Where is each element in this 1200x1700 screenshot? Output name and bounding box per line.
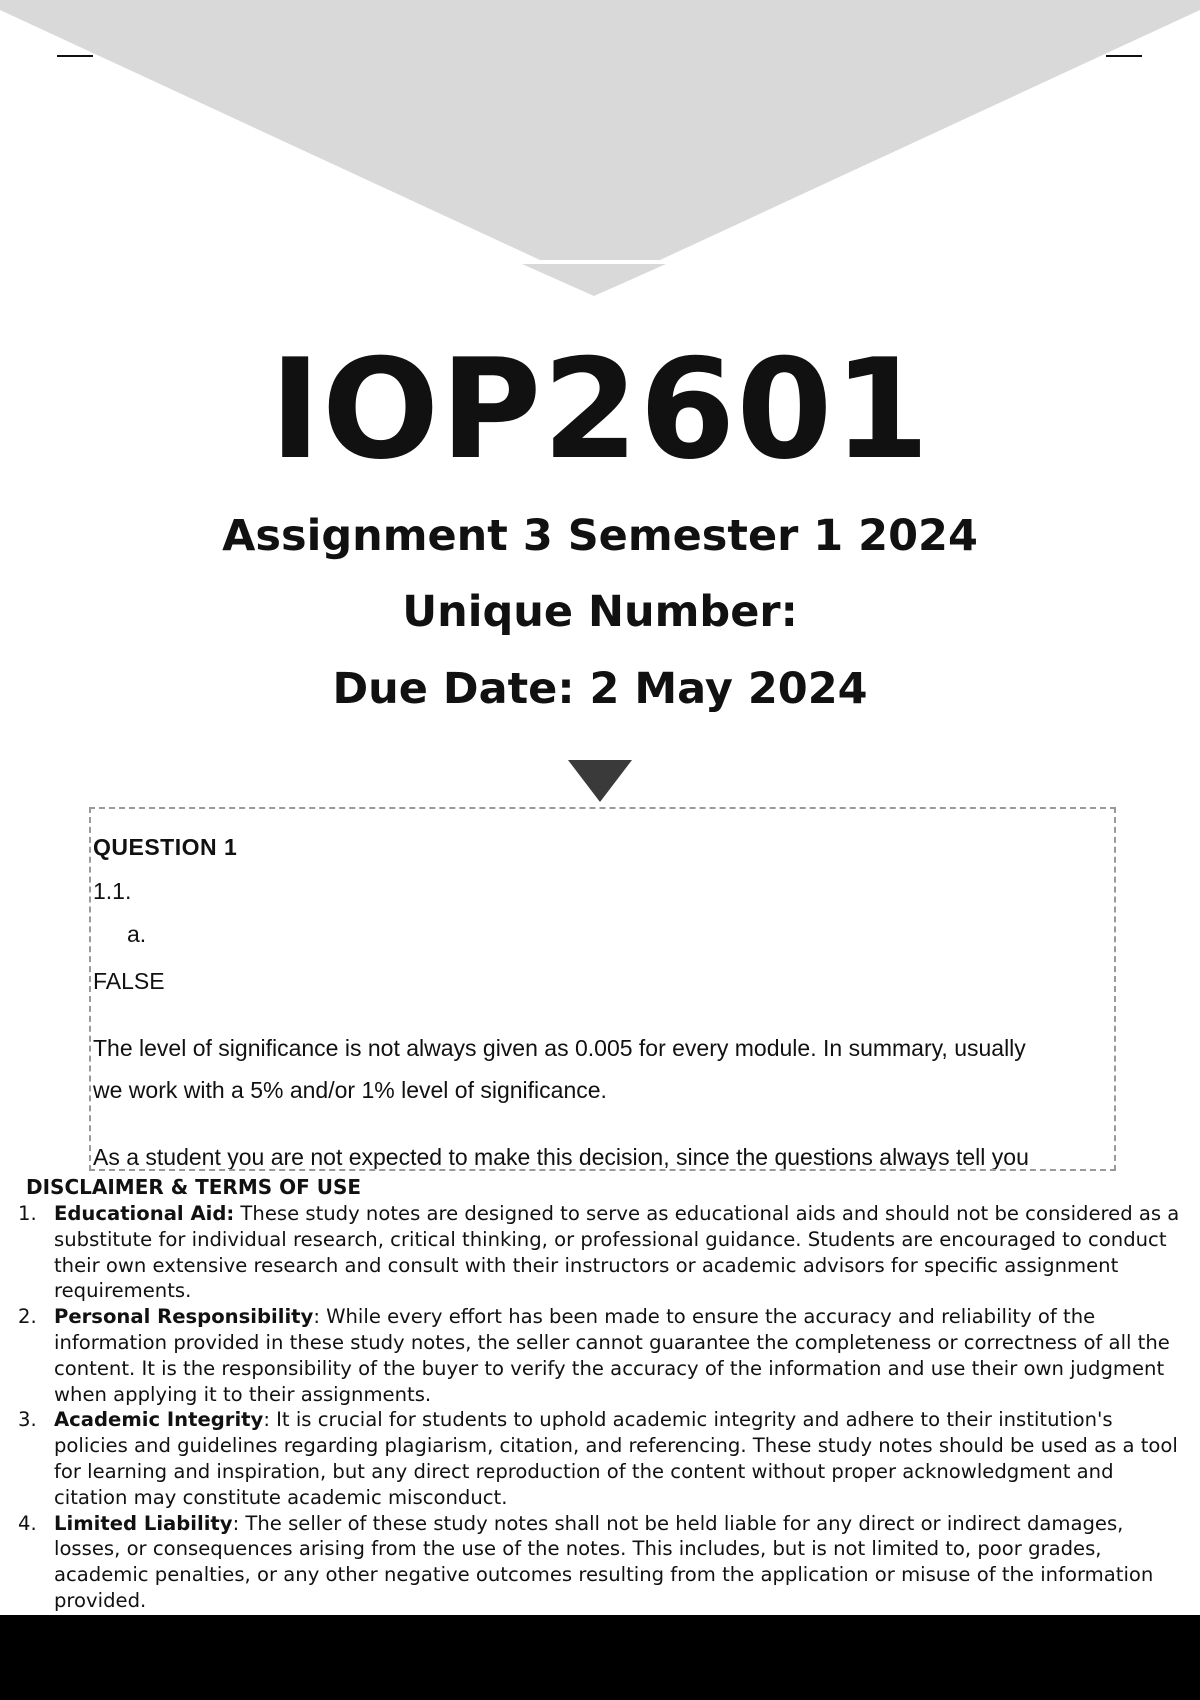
disclaimer-item xyxy=(0,1304,1200,1407)
explanation-line-2: we work with a 5% and/or 1% level of significance. xyxy=(93,1077,607,1103)
disclaimer-item xyxy=(0,1511,1200,1614)
disclaimer-item xyxy=(0,1201,1200,1304)
disclaimer-item-title: Educational Aid: xyxy=(54,1202,235,1225)
header-chevron-banner xyxy=(0,0,1200,300)
disclaimer-heading: DISCLAIMER & TERMS OF USE xyxy=(26,1175,362,1199)
disclaimer-item-number: 4. xyxy=(18,1511,37,1535)
disclaimer-item-text: : The seller of these study notes shall not be held liable for any direct or indirect damages, losses, or consequences arising from the use of the notes. This includes, but is not limited to, poor grades, academic penalties, or any other negative outcomes resulting from the application or misuse of the information provided. xyxy=(54,1511,1154,1612)
disclaimer-item-title: Academic Integrity xyxy=(54,1408,264,1432)
disclaimer-list xyxy=(0,1201,1200,1614)
disclaimer-item-text: : While every effort has been made to ensure the accuracy and reliability of the information provided in these study notes, the seller cannot guarantee the completeness or correctness of all the content. It is the responsibility of the buyer to verify the accuracy of the information and use their own judgment when applying it to their assignments. xyxy=(54,1305,1170,1406)
explanation-line-1: The level of significance is not always given as 0.005 for every module. In summary, usually xyxy=(93,1035,1026,1061)
question-number: 1.1. xyxy=(93,878,132,904)
question-heading: QUESTION 1 xyxy=(93,834,238,860)
disclaimer-item-title: Personal Responsibility xyxy=(54,1305,314,1329)
disclaimer-item-title: Limited Liability xyxy=(54,1511,233,1535)
disclaimer-item-number: 2. xyxy=(18,1305,37,1329)
question-preview-box xyxy=(89,807,1116,1171)
triangle-down-icon xyxy=(568,760,632,804)
disclaimer-item-text: : It is crucial for students to uphold academic integrity and adhere to their institution's policies and guidelines regarding plagiarism, citation, and referencing. These study notes should be used as a tool for learning and inspiration, but any direct reproduction of the content without proper acknowledgment and citation may constitute academic misconduct. xyxy=(54,1408,1178,1509)
unique-number-label: Unique Number: xyxy=(402,587,798,637)
question-answer: FALSE xyxy=(93,968,165,994)
bottom-black-bar xyxy=(0,1615,1200,1700)
disclaimer-item-number: 3. xyxy=(18,1408,37,1432)
disclaimer-item-number: 1. xyxy=(18,1202,37,1225)
assignment-title: Assignment 3 Semester 1 2024 xyxy=(222,511,978,561)
disclaimer-item xyxy=(0,1407,1200,1510)
explanation-line-3: As a student you are not expected to make this decision, since the questions always tell you xyxy=(93,1144,1029,1170)
due-date-label: Due Date: 2 May 2024 xyxy=(332,664,868,714)
question-sub-label: a. xyxy=(127,921,147,947)
corner-rule-left xyxy=(57,55,93,57)
course-code-title: IOP2601 xyxy=(269,329,931,490)
disclaimer-item-text: These study notes are designed to serve as educational aids and should not be considered as a substitute for individual research, critical thinking, or professional guidance. Students are encouraged to conduct their own extensive research and consult with their instructors or academic advisors for specific assignment requirements. xyxy=(54,1202,1180,1303)
corner-rule-right xyxy=(1106,55,1142,57)
